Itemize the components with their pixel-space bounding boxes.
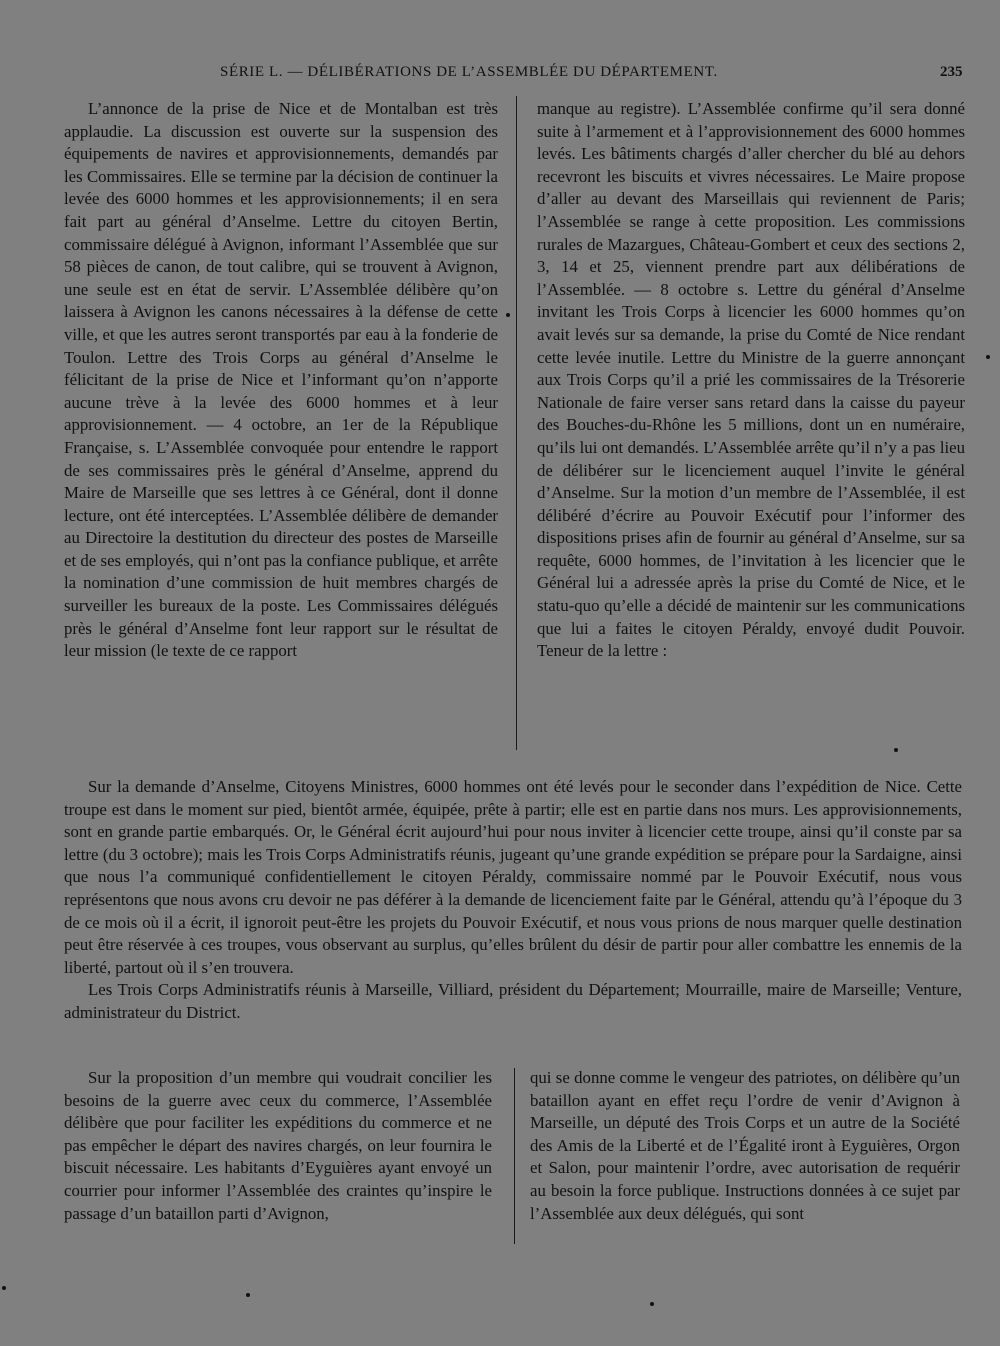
speck bbox=[986, 355, 990, 359]
top-right-paragraph: manque au registre). L’Assemblée confirme qu’il sera donné suite à l’armement et à l’approvisionnement des 6000 hommes levés. Les bâtiments chargés d’aller chercher du blé au dehors recevront les biscuits et vivres nécessaires. Le Maire propose d’aller au devant des Marseillais qui reviennent de Paris; l’Assemblée se range à cette proposition. Les commissions rurales de Mazargues, Château-Gombert et ceux des sections 2, 3, 14 et 25, viennent prendre part aux délibérations de l’Assemblée. — 8 octobre s. Lettre du général d’Anselme invitant les Trois Corps à licencier les 6000 hommes qu’on avait levés sur sa demande, la prise du Comté de Nice rendant cette levée inutile. Lettre du Ministre de la guerre annonçant aux Trois Corps qu’il a prié les commissaires de la Trésorerie Nationale de faire verser sans retard dans la caisse du payeur des Bouches-du-Rhône les 5 millions, dont un en numéraire, qu’ils lui ont demandés. L’Assemblée arrête qu’il n’y a pas lieu de délibérer sur le licenciement auquel l’invite le général d’Anselme. Sur la motion d’un membre de l’Assemblée, il est délibéré d’écrire au Pouvoir Exécutif pour l’informer des dispositions prises afin de fournir au général d’Anselme, sur sa requête, 6000 hommes, de l’invitation à les licencier que le Général lui a adressée après la prise du Comté de Nice, et le statu-quo qu’elle a décidé de maintenir sur les communications que lui a faites le citoyen Péraldy, envoyé dudit Pouvoir. Teneur de la lettre : bbox=[537, 99, 965, 661]
column-divider-top bbox=[516, 96, 517, 750]
top-left-column bbox=[64, 98, 498, 663]
column-divider-bottom bbox=[514, 1068, 515, 1244]
speck bbox=[650, 1302, 654, 1306]
quoted-letter bbox=[64, 776, 962, 1025]
letter-signatures: Les Trois Corps Administratifs réunis à Marseille, Villiard, président du Département; Mourraille, maire de Marseille; Venture, administrateur du District. bbox=[64, 980, 962, 1022]
running-title: SÉRIE L. — DÉLIBÉRATIONS DE L’ASSEMBLÉE DU DÉPARTEMENT. bbox=[220, 64, 718, 80]
bottom-left-paragraph: Sur la proposition d’un membre qui voudrait concilier les besoins de la guerre avec ceux du commerce, l’Assemblée délibère que pour faciliter les expéditions du commerce et ne pas empêcher le départ des navires chargés, on leur fournira le biscuit nécessaire. Les habitants d’Eyguières ayant envoyé un courrier pour informer l’Assemblée des craintes qu’inspire le passage d’un bataillon parti d’Avignon, bbox=[64, 1068, 492, 1223]
page-number: 235 bbox=[940, 64, 963, 80]
bottom-left-column bbox=[64, 1067, 492, 1225]
top-right-column bbox=[537, 98, 965, 663]
bottom-right-paragraph: qui se donne comme le vengeur des patriotes, on délibère qu’un bataillon ayant en effet reçu l’ordre de venir d’Avignon à Marseille, un député des Trois Corps et un autre de la Société des Amis de la Liberté et de l’Égalité iront à Eyguières, Orgon et Salon, pour maintenir l’ordre, avec autorisation de requérir au besoin la force publique. Instructions données à ce sujet par l’Assemblée aux deux délégués, qui sont bbox=[530, 1068, 960, 1223]
speck bbox=[246, 1293, 250, 1297]
bottom-right-column bbox=[530, 1067, 960, 1225]
speck bbox=[894, 748, 898, 752]
top-left-paragraph: L’annonce de la prise de Nice et de Montalban est très applaudie. La discussion est ouverte sur la suspension des équipements de navires et approvisionnements, demandés par les Commissaires. Elle se termine par la décision de continuer la levée des 6000 hommes et les approvisionnements; il en sera fait part au général d’Anselme. Lettre du citoyen Bertin, commissaire délégué à Avignon, informant l’Assemblée que sur 58 pièces de canon, de tout calibre, qui se trouvent à Avignon, une seule est en état de servir. L’Assemblée délibère qu’on laissera à Avignon les canons nécessaires à la défense de cette ville, et que les autres seront transportés par eau à la fonderie de Toulon. Lettre des Trois Corps au général d’Anselme le félicitant de la prise de Nice et l’informant qu’on n’apporte aucune trève à la levée des 6000 hommes et à leur approvisionnement. — 4 octobre, an 1er de la République Française, s. L’Assemblée convoquée pour entendre le rapport de ses commissaires près le général d’Anselme, apprend du Maire de Marseille que ses lettres à ce Général, dont il donne lecture, ont été interceptées. L’Assemblée délibère de demander au Directoire la destitution du directeur des postes de Marseille et de ses employés, qui n’ont pas la confiance publique, et arrête la nomination d’une commission de huit membres chargés de surveiller les bureaux de la poste. Les Commissaires délégués près le général d’Anselme font leur rapport sur le résultat de leur mission (le texte de ce rapport bbox=[64, 99, 498, 661]
speck bbox=[506, 313, 510, 317]
letter-paragraph-1: Sur la demande d’Anselme, Citoyens Ministres, 6000 hommes ont été levés pour le seconder dans l’expédition de Nice. Cette troupe est dans le moment sur pied, bientôt armée, équipée, prête à partir; elle est en partie dans nos murs. Les approvisionnements, sont en grande partie embarqués. Or, le Général écrit aujourd’hui pour nous inviter à licencier cette troupe, ainsi qu’il conste par sa lettre (du 3 octobre); mais les Trois Corps Administratifs réunis, jugeant qu’une grande expédition se prépare pour la Sardaigne, ainsi que nous l’a communiqué confidentiellement le citoyen Péraldy, commissaire nommé par le Pouvoir Exécutif, nous vous représentons que nous avons cru devoir ne pas déférer à la demande de licenciement faite par le Général, attendu qu’à l’époque du 3 de ce mois où il a écrit, il ignoroit peut-être les projets du Pouvoir Exécutif, et nous vous prions de nous marquer quelle destination peut être réservée à ces troupes, vous observant au surplus, qu’elles brûlent du désir de partir pour aller combattre les ennemis de la liberté, partout où il s’en trouvera. bbox=[64, 777, 962, 977]
speck bbox=[2, 1286, 6, 1290]
